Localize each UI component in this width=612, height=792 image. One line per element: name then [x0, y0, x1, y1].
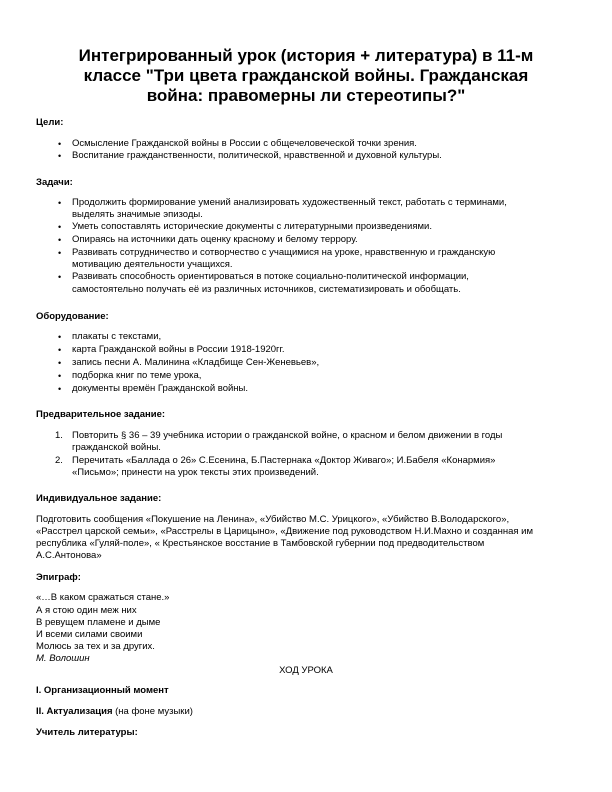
section-org-moment: I. Организационный момент — [36, 685, 169, 696]
paragraph-line: республика «Гуляй-поле», « Крестьянское восстание в Тамбовской губернии под предводительством — [36, 538, 485, 549]
list-item: карта Гражданской войны в России 1918-1920гг. — [72, 344, 285, 355]
prelim-heading: Предварительное задание: — [36, 409, 166, 420]
poem-line: В ревущем пламене и дыме — [36, 617, 161, 628]
list-item: Опираясь на источники дать оценку красному и белому террору. — [72, 234, 358, 245]
poem-line: Молюсь за тех и за других. — [36, 641, 155, 652]
list-number: 2. — [55, 455, 63, 466]
list-item: Перечитать «Баллада о 26» С.Есенина, Б.Пастернака «Доктор Живаго»; И.Бабеля «Конармия» — [72, 455, 496, 466]
bullet-icon: • — [58, 222, 62, 232]
poem-line: А я стою один меж них — [36, 605, 137, 616]
paragraph-line: А.С.Антонова» — [36, 550, 102, 561]
title-line-3: война: правомерны ли стереотипы?" — [146, 86, 466, 105]
bullet-icon: • — [58, 151, 62, 161]
list-item: Воспитание гражданственности, политической, нравственной и духовной культуры. — [72, 150, 442, 161]
epigraph-heading: Эпиграф: — [36, 572, 81, 583]
list-item: Продолжить формирование умений анализировать художественный текст, работать с терминами, — [72, 197, 507, 208]
list-item-continuation: самостоятельно получать её из различных источников, систематизировать и обобщать. — [72, 284, 461, 295]
teacher-label: Учитель литературы: — [36, 727, 138, 738]
list-item-continuation: гражданской войны. — [72, 442, 161, 453]
lesson-heading: ХОД УРОКА — [279, 665, 333, 676]
bullet-icon: • — [58, 384, 62, 394]
section-actualization-note: (на фоне музыки) — [112, 706, 193, 717]
poem-line: «…В каком сражаться стане.» — [36, 592, 170, 603]
list-item-continuation: «Письмо»; принести на урок тексты этих произведений. — [72, 467, 319, 478]
section-actualization — [36, 706, 193, 718]
list-item: подборка книг по теме урока, — [72, 370, 202, 381]
list-item: документы времён Гражданской войны. — [72, 383, 249, 394]
individual-heading: Индивидуальное задание: — [36, 493, 162, 504]
list-item: плакаты с текстами, — [72, 331, 162, 342]
list-item: Развивать способность ориентироваться в потоке социально-политической информации, — [72, 271, 469, 282]
poem-line: И всеми силами своими — [36, 629, 143, 640]
list-item: запись песни А. Малинина «Кладбище Сен-Женевьев», — [72, 357, 320, 368]
bullet-icon: • — [58, 248, 62, 258]
list-item: Осмысление Гражданской войны в России с общечеловеческой точки зрения. — [72, 138, 417, 149]
bullet-icon: • — [58, 332, 62, 342]
equipment-heading: Оборудование: — [36, 311, 109, 322]
list-item: Повторить § 36 – 39 учебника истории о гражданской войне, о красном и белом движении в годы — [72, 430, 503, 441]
tasks-heading: Задачи: — [36, 177, 73, 188]
bullet-icon: • — [58, 272, 62, 282]
list-number: 1. — [55, 430, 63, 441]
list-item-continuation: выделять значимые эпизоды. — [72, 209, 203, 220]
bullet-icon: • — [58, 235, 62, 245]
bullet-icon: • — [58, 345, 62, 355]
bullet-icon: • — [58, 139, 62, 149]
bullet-icon: • — [58, 358, 62, 368]
list-item: Уметь сопоставлять исторические документы с литературными произведениями. — [72, 221, 432, 232]
section-actualization-title: II. Актуализация — [36, 706, 113, 717]
paragraph-line: Подготовить сообщения «Покушение на Ленина», «Убийство М.С. Урицкого», «Убийство В.Володарского», — [36, 514, 510, 525]
title-line-1: Интегрированный урок (история + литература) в 11-м — [78, 46, 534, 65]
document-title — [40, 46, 572, 106]
list-item: Развивать сотрудничество и сотворчество с учащимися на уроке, нравственную и гражданскую — [72, 247, 496, 258]
bullet-icon: • — [58, 371, 62, 381]
bullet-icon: • — [58, 198, 62, 208]
title-line-2: классе "Три цвета гражданской войны. Гражданская — [83, 66, 529, 85]
list-item-continuation: мотивацию деятельности учащихся. — [72, 259, 233, 270]
epigraph-author: М. Волошин — [36, 653, 90, 664]
goals-heading: Цели: — [36, 117, 64, 128]
paragraph-line: «Расстрел царской семьи», «Расстрелы в Царицыно», «Движение под руководством Н.И.Махно и созданная им — [36, 526, 534, 537]
